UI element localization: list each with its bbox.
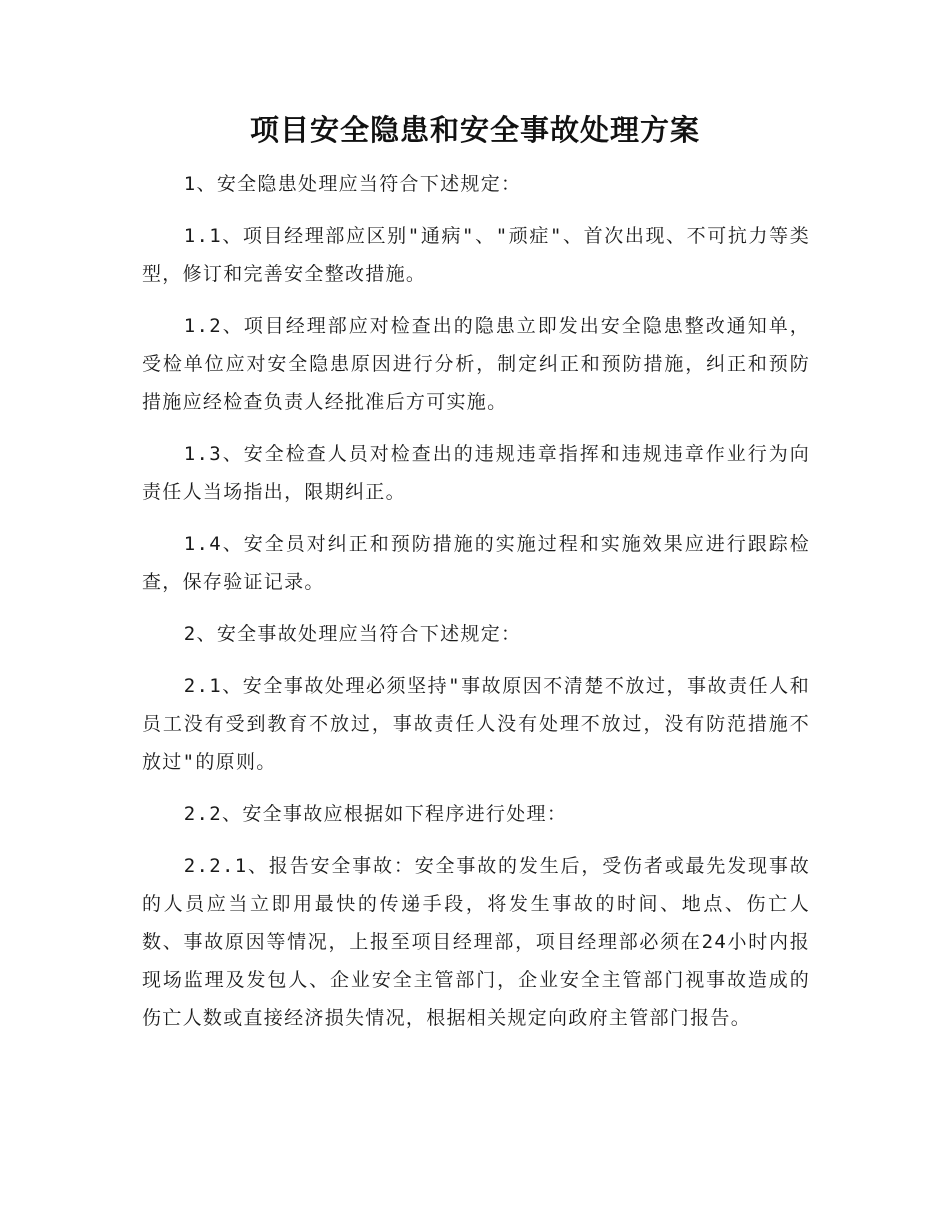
- paragraph: 2.2、安全事故应根据如下程序进行处理：: [183, 803, 568, 825]
- paragraph: 1.4、安全员对纠正和预防措施的实施过程和实施效果应进行跟踪检查，保存验证记录。: [142, 533, 810, 593]
- paragraph: 1.3、安全检查人员对检查出的违规违章指挥和违规违章作业行为向责任人当场指出，限期纠正。: [142, 443, 810, 503]
- paragraph: 1.1、项目经理部应区别"通病"、"顽症"、首次出现、不可抗力等类型，修订和完善安全整改措施。: [142, 225, 810, 285]
- paragraph: 1.2、项目经理部应对检查出的隐患立即发出安全隐患整改通知单，受检单位应对安全隐患原因进行分析，制定纠正和预防措施，纠正和预防措施应经检查负责人经批准后方可实施。: [142, 315, 810, 413]
- paragraph: 2.2.1、报告安全事故：安全事故的发生后，受伤者或最先发现事故的人员应当立即用最快的传递手段，将发生事故的时间、地点、伤亡人数、事故原因等情况，上报至项目经理部，项目经理部必须在24小时内报现场监理及发包人、企业安全主管部门，企业安全主管部门视事故造成的伤亡人数或直接经济损失情况，根据相关规定向政府主管部门报告。: [142, 855, 810, 1029]
- paragraph: 2、安全事故处理应当符合下述规定：: [183, 623, 522, 645]
- document-body: [142, 165, 810, 1051]
- document-title: 项目安全隐患和安全事故处理方案: [249, 113, 700, 147]
- paragraph: 1、安全隐患处理应当符合下述规定：: [183, 173, 522, 195]
- paragraph: 2.1、安全事故处理必须坚持"事故原因不清楚不放过，事故责任人和员工没有受到教育不放过，事故责任人没有处理不放过，没有防范措施不放过"的原则。: [142, 675, 810, 773]
